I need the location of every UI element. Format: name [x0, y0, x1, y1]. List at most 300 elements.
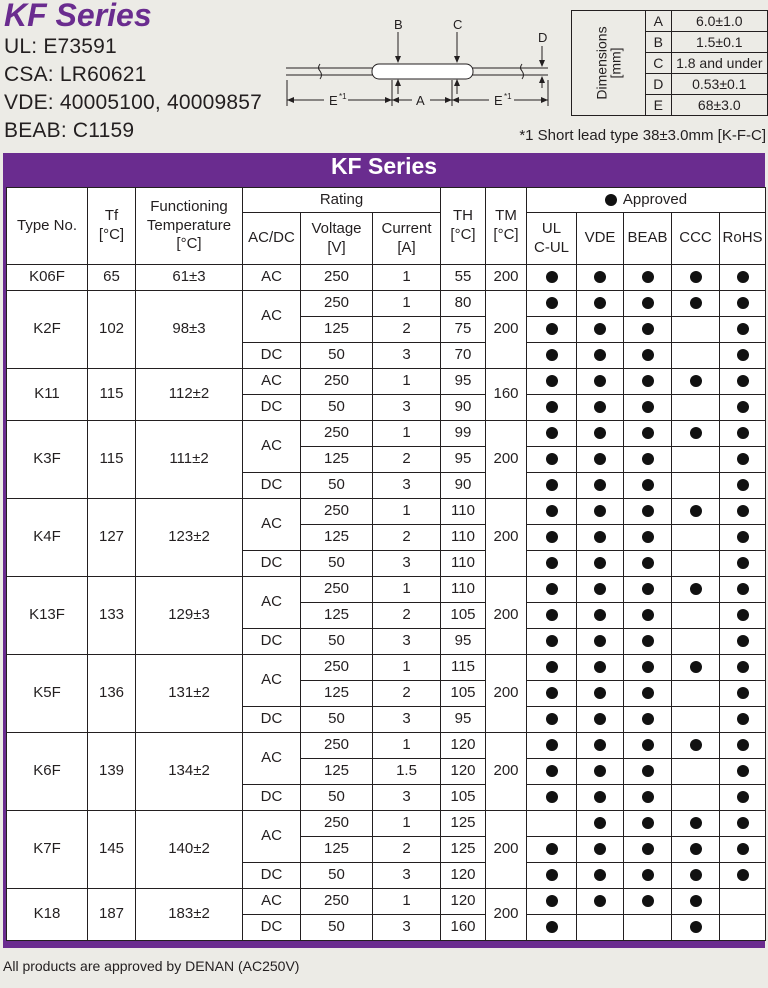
cell-approval-beab — [624, 525, 672, 551]
cell-approval-ccc — [672, 681, 720, 707]
approved-dot-icon — [594, 479, 606, 491]
cell-current: 2 — [373, 525, 441, 551]
approved-dot-icon — [737, 297, 749, 309]
approved-dot-icon — [690, 869, 702, 881]
dim-value: 1.5±0.1 — [671, 32, 767, 53]
cell-type-no: K13F — [7, 577, 88, 655]
approved-dot-icon — [737, 453, 749, 465]
cell-th: 95 — [441, 447, 486, 473]
approved-dot-icon — [594, 713, 606, 725]
cell-approval-vde — [577, 473, 624, 499]
cell-approval-ul — [527, 395, 577, 421]
cell-functioning-temp: 131±2 — [136, 655, 243, 733]
cell-tm: 200 — [486, 811, 527, 889]
cell-acdc: DC — [243, 915, 301, 941]
cell-voltage: 50 — [301, 915, 373, 941]
approved-dot-icon — [546, 687, 558, 699]
cell-voltage: 250 — [301, 421, 373, 447]
approved-dot-icon — [737, 557, 749, 569]
cell-th: 80 — [441, 291, 486, 317]
cell-voltage: 250 — [301, 811, 373, 837]
approved-dot-icon — [690, 583, 702, 595]
cell-type-no: K4F — [7, 499, 88, 577]
cell-tf: 115 — [88, 369, 136, 421]
cell-approval-ul — [527, 889, 577, 915]
cell-approval-ul — [527, 629, 577, 655]
cell-functioning-temp: 183±2 — [136, 889, 243, 941]
cell-acdc: AC — [243, 889, 301, 915]
approved-dot-icon — [546, 713, 558, 725]
cell-approval-vde — [577, 577, 624, 603]
approved-dot-icon — [546, 479, 558, 491]
cell-acdc: AC — [243, 577, 301, 629]
cell-tm: 200 — [486, 291, 527, 369]
approved-dot-icon — [642, 687, 654, 699]
cell-type-no: K18 — [7, 889, 88, 941]
dim-key: B — [646, 32, 671, 53]
dimensions-heading-cell — [572, 11, 646, 116]
cell-th: 110 — [441, 499, 486, 525]
cell-voltage: 50 — [301, 395, 373, 421]
approved-dot-icon — [642, 349, 654, 361]
cell-approval-ccc — [672, 343, 720, 369]
approved-dot-icon — [594, 687, 606, 699]
spec-table-body — [7, 265, 766, 941]
approved-dot-icon — [737, 661, 749, 673]
approved-dot-icon — [546, 869, 558, 881]
cell-current: 1 — [373, 811, 441, 837]
cell-approval-ul — [527, 915, 577, 941]
cell-approval-beab — [624, 915, 672, 941]
approved-dot-icon — [546, 401, 558, 413]
cell-th: 120 — [441, 889, 486, 915]
cell-current: 1 — [373, 733, 441, 759]
cell-approval-rohs — [720, 369, 766, 395]
cell-voltage: 50 — [301, 707, 373, 733]
cell-th: 90 — [441, 395, 486, 421]
cell-tm: 200 — [486, 733, 527, 811]
cell-approval-vde — [577, 369, 624, 395]
approved-dot-icon — [546, 635, 558, 647]
approved-dot-icon — [605, 194, 617, 206]
cell-tm: 200 — [486, 421, 527, 499]
cell-th: 105 — [441, 785, 486, 811]
approved-dot-icon — [737, 817, 749, 829]
diagram-label-b: B — [394, 17, 403, 32]
cell-current: 2 — [373, 681, 441, 707]
cell-current: 1 — [373, 889, 441, 915]
cell-approval-ul — [527, 265, 577, 291]
cell-approval-ul — [527, 759, 577, 785]
cert-csa: CSA: LR60621 — [4, 63, 147, 86]
cell-current: 3 — [373, 707, 441, 733]
cell-current: 1 — [373, 499, 441, 525]
cell-approval-ccc — [672, 837, 720, 863]
cell-voltage: 50 — [301, 863, 373, 889]
cell-approval-beab — [624, 577, 672, 603]
header-cul-label: C-UL — [534, 238, 570, 256]
dim-key: C — [646, 53, 671, 74]
cell-approval-ccc — [672, 655, 720, 681]
cell-tf: 139 — [88, 733, 136, 811]
approved-dot-icon — [690, 427, 702, 439]
approved-dot-icon — [737, 791, 749, 803]
table-row — [7, 291, 766, 317]
approved-dot-icon — [594, 661, 606, 673]
table-row — [7, 499, 766, 525]
cell-approval-vde — [577, 525, 624, 551]
series-banner: KF Series — [3, 153, 765, 189]
approved-dot-icon — [737, 739, 749, 751]
cell-approval-ul — [527, 707, 577, 733]
approved-dot-icon — [642, 609, 654, 621]
cell-voltage: 250 — [301, 265, 373, 291]
cell-approval-rohs — [720, 863, 766, 889]
cell-approval-beab — [624, 369, 672, 395]
cell-th: 160 — [441, 915, 486, 941]
cell-th: 110 — [441, 577, 486, 603]
cell-approval-ul — [527, 291, 577, 317]
diagram-label-e-left: E — [329, 93, 338, 108]
header-th — [441, 188, 486, 265]
cell-approval-rohs — [720, 915, 766, 941]
cell-acdc: DC — [243, 707, 301, 733]
cell-approval-ccc — [672, 421, 720, 447]
cell-voltage: 50 — [301, 551, 373, 577]
header-ul — [527, 213, 577, 265]
approved-dot-icon — [594, 817, 606, 829]
table-row — [7, 265, 766, 291]
cell-tm: 200 — [486, 655, 527, 733]
dim-value: 0.53±0.1 — [671, 74, 767, 95]
cell-approval-ul — [527, 681, 577, 707]
header-current-label: Current — [381, 219, 432, 237]
cell-approval-ul — [527, 551, 577, 577]
cell-approval-ccc — [672, 265, 720, 291]
cell-approval-vde — [577, 681, 624, 707]
cell-tm: 200 — [486, 265, 527, 291]
approved-dot-icon — [737, 843, 749, 855]
cell-th: 120 — [441, 759, 486, 785]
cell-voltage: 125 — [301, 317, 373, 343]
cell-approval-rohs — [720, 421, 766, 447]
cell-current: 2 — [373, 837, 441, 863]
cell-approval-beab — [624, 499, 672, 525]
cell-approval-vde — [577, 733, 624, 759]
approved-dot-icon — [594, 609, 606, 621]
approved-dot-icon — [642, 427, 654, 439]
header-type-no: Type No. — [7, 188, 88, 265]
cell-current: 2 — [373, 603, 441, 629]
cell-acdc: DC — [243, 343, 301, 369]
cell-approval-rohs — [720, 473, 766, 499]
approved-dot-icon — [546, 609, 558, 621]
header-beab: BEAB — [624, 213, 672, 265]
approved-dot-icon — [737, 869, 749, 881]
cell-th: 105 — [441, 681, 486, 707]
approved-dot-icon — [546, 375, 558, 387]
cell-approval-beab — [624, 837, 672, 863]
cell-approval-vde — [577, 291, 624, 317]
approved-dot-icon — [546, 323, 558, 335]
approved-dot-icon — [690, 375, 702, 387]
cell-approval-ccc — [672, 317, 720, 343]
cell-approval-beab — [624, 551, 672, 577]
cell-acdc: AC — [243, 499, 301, 551]
cell-approval-vde — [577, 811, 624, 837]
cell-approval-vde — [577, 317, 624, 343]
approved-dot-icon — [546, 765, 558, 777]
dim-value: 6.0±1.0 — [671, 11, 767, 32]
approved-dot-icon — [546, 505, 558, 517]
cell-acdc: DC — [243, 863, 301, 889]
cell-approval-beab — [624, 681, 672, 707]
header-tf-label: Tf — [104, 207, 119, 225]
approved-dot-icon — [737, 349, 749, 361]
cell-approval-rohs — [720, 551, 766, 577]
approved-dot-icon — [546, 661, 558, 673]
cell-current: 1.5 — [373, 759, 441, 785]
cell-approval-ul — [527, 525, 577, 551]
approved-dot-icon — [594, 635, 606, 647]
approved-dot-icon — [546, 349, 558, 361]
cell-approval-vde — [577, 265, 624, 291]
approved-dot-icon — [737, 609, 749, 621]
cell-approval-beab — [624, 707, 672, 733]
cell-approval-ul — [527, 421, 577, 447]
spec-table-frame — [3, 180, 765, 948]
approved-dot-icon — [690, 661, 702, 673]
cell-approval-ccc — [672, 395, 720, 421]
cell-approval-rohs — [720, 603, 766, 629]
approved-dot-icon — [642, 531, 654, 543]
cell-th: 105 — [441, 603, 486, 629]
cell-approval-vde — [577, 551, 624, 577]
approved-dot-icon — [546, 895, 558, 907]
cell-approval-vde — [577, 915, 624, 941]
cell-current: 3 — [373, 395, 441, 421]
header-approved — [527, 188, 766, 213]
cell-voltage: 125 — [301, 837, 373, 863]
cell-functioning-temp: 112±2 — [136, 369, 243, 421]
cell-voltage: 50 — [301, 343, 373, 369]
cell-current: 3 — [373, 473, 441, 499]
cell-approval-beab — [624, 473, 672, 499]
cell-acdc: DC — [243, 785, 301, 811]
footnote: *1 Short lead type 38±3.0mm [K-F-C] — [519, 127, 766, 144]
approved-dot-icon — [594, 427, 606, 439]
cell-approval-ccc — [672, 473, 720, 499]
cell-approval-ccc — [672, 499, 720, 525]
cell-th: 95 — [441, 707, 486, 733]
cell-approval-ul — [527, 577, 577, 603]
cell-approval-beab — [624, 629, 672, 655]
cell-type-no: K11 — [7, 369, 88, 421]
cell-approval-beab — [624, 759, 672, 785]
cell-th: 120 — [441, 733, 486, 759]
cert-vde: VDE: 40005100, 40009857 — [4, 91, 262, 114]
cell-th: 70 — [441, 343, 486, 369]
cell-approval-rohs — [720, 265, 766, 291]
approved-dot-icon — [594, 297, 606, 309]
header-tm-unit: [°C] — [493, 226, 519, 243]
cell-approval-vde — [577, 785, 624, 811]
cell-voltage: 125 — [301, 603, 373, 629]
cell-tm: 200 — [486, 889, 527, 941]
cell-approval-ul — [527, 317, 577, 343]
cell-approval-ul — [527, 343, 577, 369]
dim-value: 68±3.0 — [671, 95, 767, 116]
cell-th: 110 — [441, 525, 486, 551]
cell-approval-beab — [624, 733, 672, 759]
cell-approval-ccc — [672, 629, 720, 655]
dimension-diagram — [284, 14, 564, 114]
approved-dot-icon — [594, 765, 606, 777]
cell-approval-vde — [577, 889, 624, 915]
cell-approval-vde — [577, 499, 624, 525]
approved-dot-icon — [642, 895, 654, 907]
cell-th: 125 — [441, 811, 486, 837]
cell-approval-rohs — [720, 499, 766, 525]
cell-current: 3 — [373, 863, 441, 889]
approved-dot-icon — [546, 297, 558, 309]
cell-approval-beab — [624, 317, 672, 343]
cell-voltage: 50 — [301, 785, 373, 811]
header-tm — [486, 188, 527, 265]
diagram-sup-left: *1 — [339, 92, 347, 101]
cell-approval-beab — [624, 811, 672, 837]
cell-acdc: DC — [243, 395, 301, 421]
cell-th: 55 — [441, 265, 486, 291]
cell-approval-ul — [527, 369, 577, 395]
approved-dot-icon — [546, 531, 558, 543]
cell-functioning-temp: 123±2 — [136, 499, 243, 577]
dimensions-unit: [mm] — [607, 46, 624, 79]
approved-dot-icon — [642, 635, 654, 647]
cell-approval-ul — [527, 811, 577, 837]
header-functioning-temp: Functioning Temperature [°C] — [136, 188, 243, 265]
approved-dot-icon — [594, 583, 606, 595]
table-row — [7, 655, 766, 681]
cell-approval-ccc — [672, 889, 720, 915]
cell-current: 3 — [373, 343, 441, 369]
cell-voltage: 125 — [301, 525, 373, 551]
cell-acdc: AC — [243, 265, 301, 291]
cell-type-no: K06F — [7, 265, 88, 291]
approved-dot-icon — [737, 505, 749, 517]
page-title: KF Series — [4, 0, 152, 33]
cell-type-no: K6F — [7, 733, 88, 811]
dimensions-table-wrapper — [571, 10, 768, 116]
approved-dot-icon — [594, 557, 606, 569]
cell-approval-beab — [624, 291, 672, 317]
cell-approval-ccc — [672, 603, 720, 629]
cell-approval-beab — [624, 603, 672, 629]
approved-dot-icon — [642, 817, 654, 829]
cell-current: 1 — [373, 421, 441, 447]
spec-table — [6, 187, 766, 941]
approved-dot-icon — [737, 375, 749, 387]
cell-approval-ccc — [672, 577, 720, 603]
approved-dot-icon — [642, 765, 654, 777]
approved-dot-icon — [594, 349, 606, 361]
cell-functioning-temp: 134±2 — [136, 733, 243, 811]
approved-dot-icon — [737, 765, 749, 777]
footer-note: All products are approved by DENAN (AC250V) — [3, 958, 300, 974]
approved-dot-icon — [690, 895, 702, 907]
cell-th: 110 — [441, 551, 486, 577]
cell-current: 2 — [373, 447, 441, 473]
cell-approval-rohs — [720, 317, 766, 343]
cell-approval-beab — [624, 265, 672, 291]
diagram-label-a: A — [416, 93, 425, 108]
cell-approval-vde — [577, 421, 624, 447]
cell-approval-ccc — [672, 785, 720, 811]
header-tm-label: TM — [495, 207, 517, 225]
cell-tf: 136 — [88, 655, 136, 733]
cell-approval-ccc — [672, 525, 720, 551]
diagram-label-e-right: E — [494, 93, 503, 108]
cell-approval-vde — [577, 837, 624, 863]
header-voltage-unit: [V] — [327, 238, 346, 256]
cell-approval-rohs — [720, 681, 766, 707]
approved-dot-icon — [737, 401, 749, 413]
header-voltage — [301, 213, 373, 265]
cell-current: 1 — [373, 655, 441, 681]
cell-approval-beab — [624, 343, 672, 369]
header-approved-label: Approved — [622, 190, 688, 208]
table-row — [7, 577, 766, 603]
cell-approval-beab — [624, 421, 672, 447]
cell-th: 95 — [441, 369, 486, 395]
cert-beab: BEAB: C1159 — [4, 119, 135, 142]
approved-dot-icon — [546, 739, 558, 751]
approved-dot-icon — [594, 401, 606, 413]
approved-dot-icon — [642, 739, 654, 751]
diagram-label-d: D — [538, 30, 548, 45]
cell-acdc: AC — [243, 291, 301, 343]
cell-tf: 127 — [88, 499, 136, 577]
cell-voltage: 125 — [301, 681, 373, 707]
approved-dot-icon — [642, 583, 654, 595]
cell-approval-vde — [577, 395, 624, 421]
cell-functioning-temp: 111±2 — [136, 421, 243, 499]
cell-approval-ccc — [672, 811, 720, 837]
approved-dot-icon — [546, 921, 558, 933]
cell-th: 90 — [441, 473, 486, 499]
approved-dot-icon — [642, 271, 654, 283]
cell-type-no: K3F — [7, 421, 88, 499]
approved-dot-icon — [690, 843, 702, 855]
cell-voltage: 250 — [301, 655, 373, 681]
cell-tf: 65 — [88, 265, 136, 291]
approved-dot-icon — [690, 271, 702, 283]
approved-dot-icon — [594, 505, 606, 517]
cell-tf: 133 — [88, 577, 136, 655]
approved-dot-icon — [737, 687, 749, 699]
cell-th: 75 — [441, 317, 486, 343]
cell-acdc: AC — [243, 369, 301, 395]
approved-dot-icon — [690, 817, 702, 829]
cell-approval-ul — [527, 655, 577, 681]
header-current — [373, 213, 441, 265]
dim-key: A — [646, 11, 671, 32]
table-row — [7, 811, 766, 837]
dimensions-heading — [595, 26, 623, 99]
table-row — [7, 421, 766, 447]
cell-approval-rohs — [720, 837, 766, 863]
approved-dot-icon — [546, 583, 558, 595]
